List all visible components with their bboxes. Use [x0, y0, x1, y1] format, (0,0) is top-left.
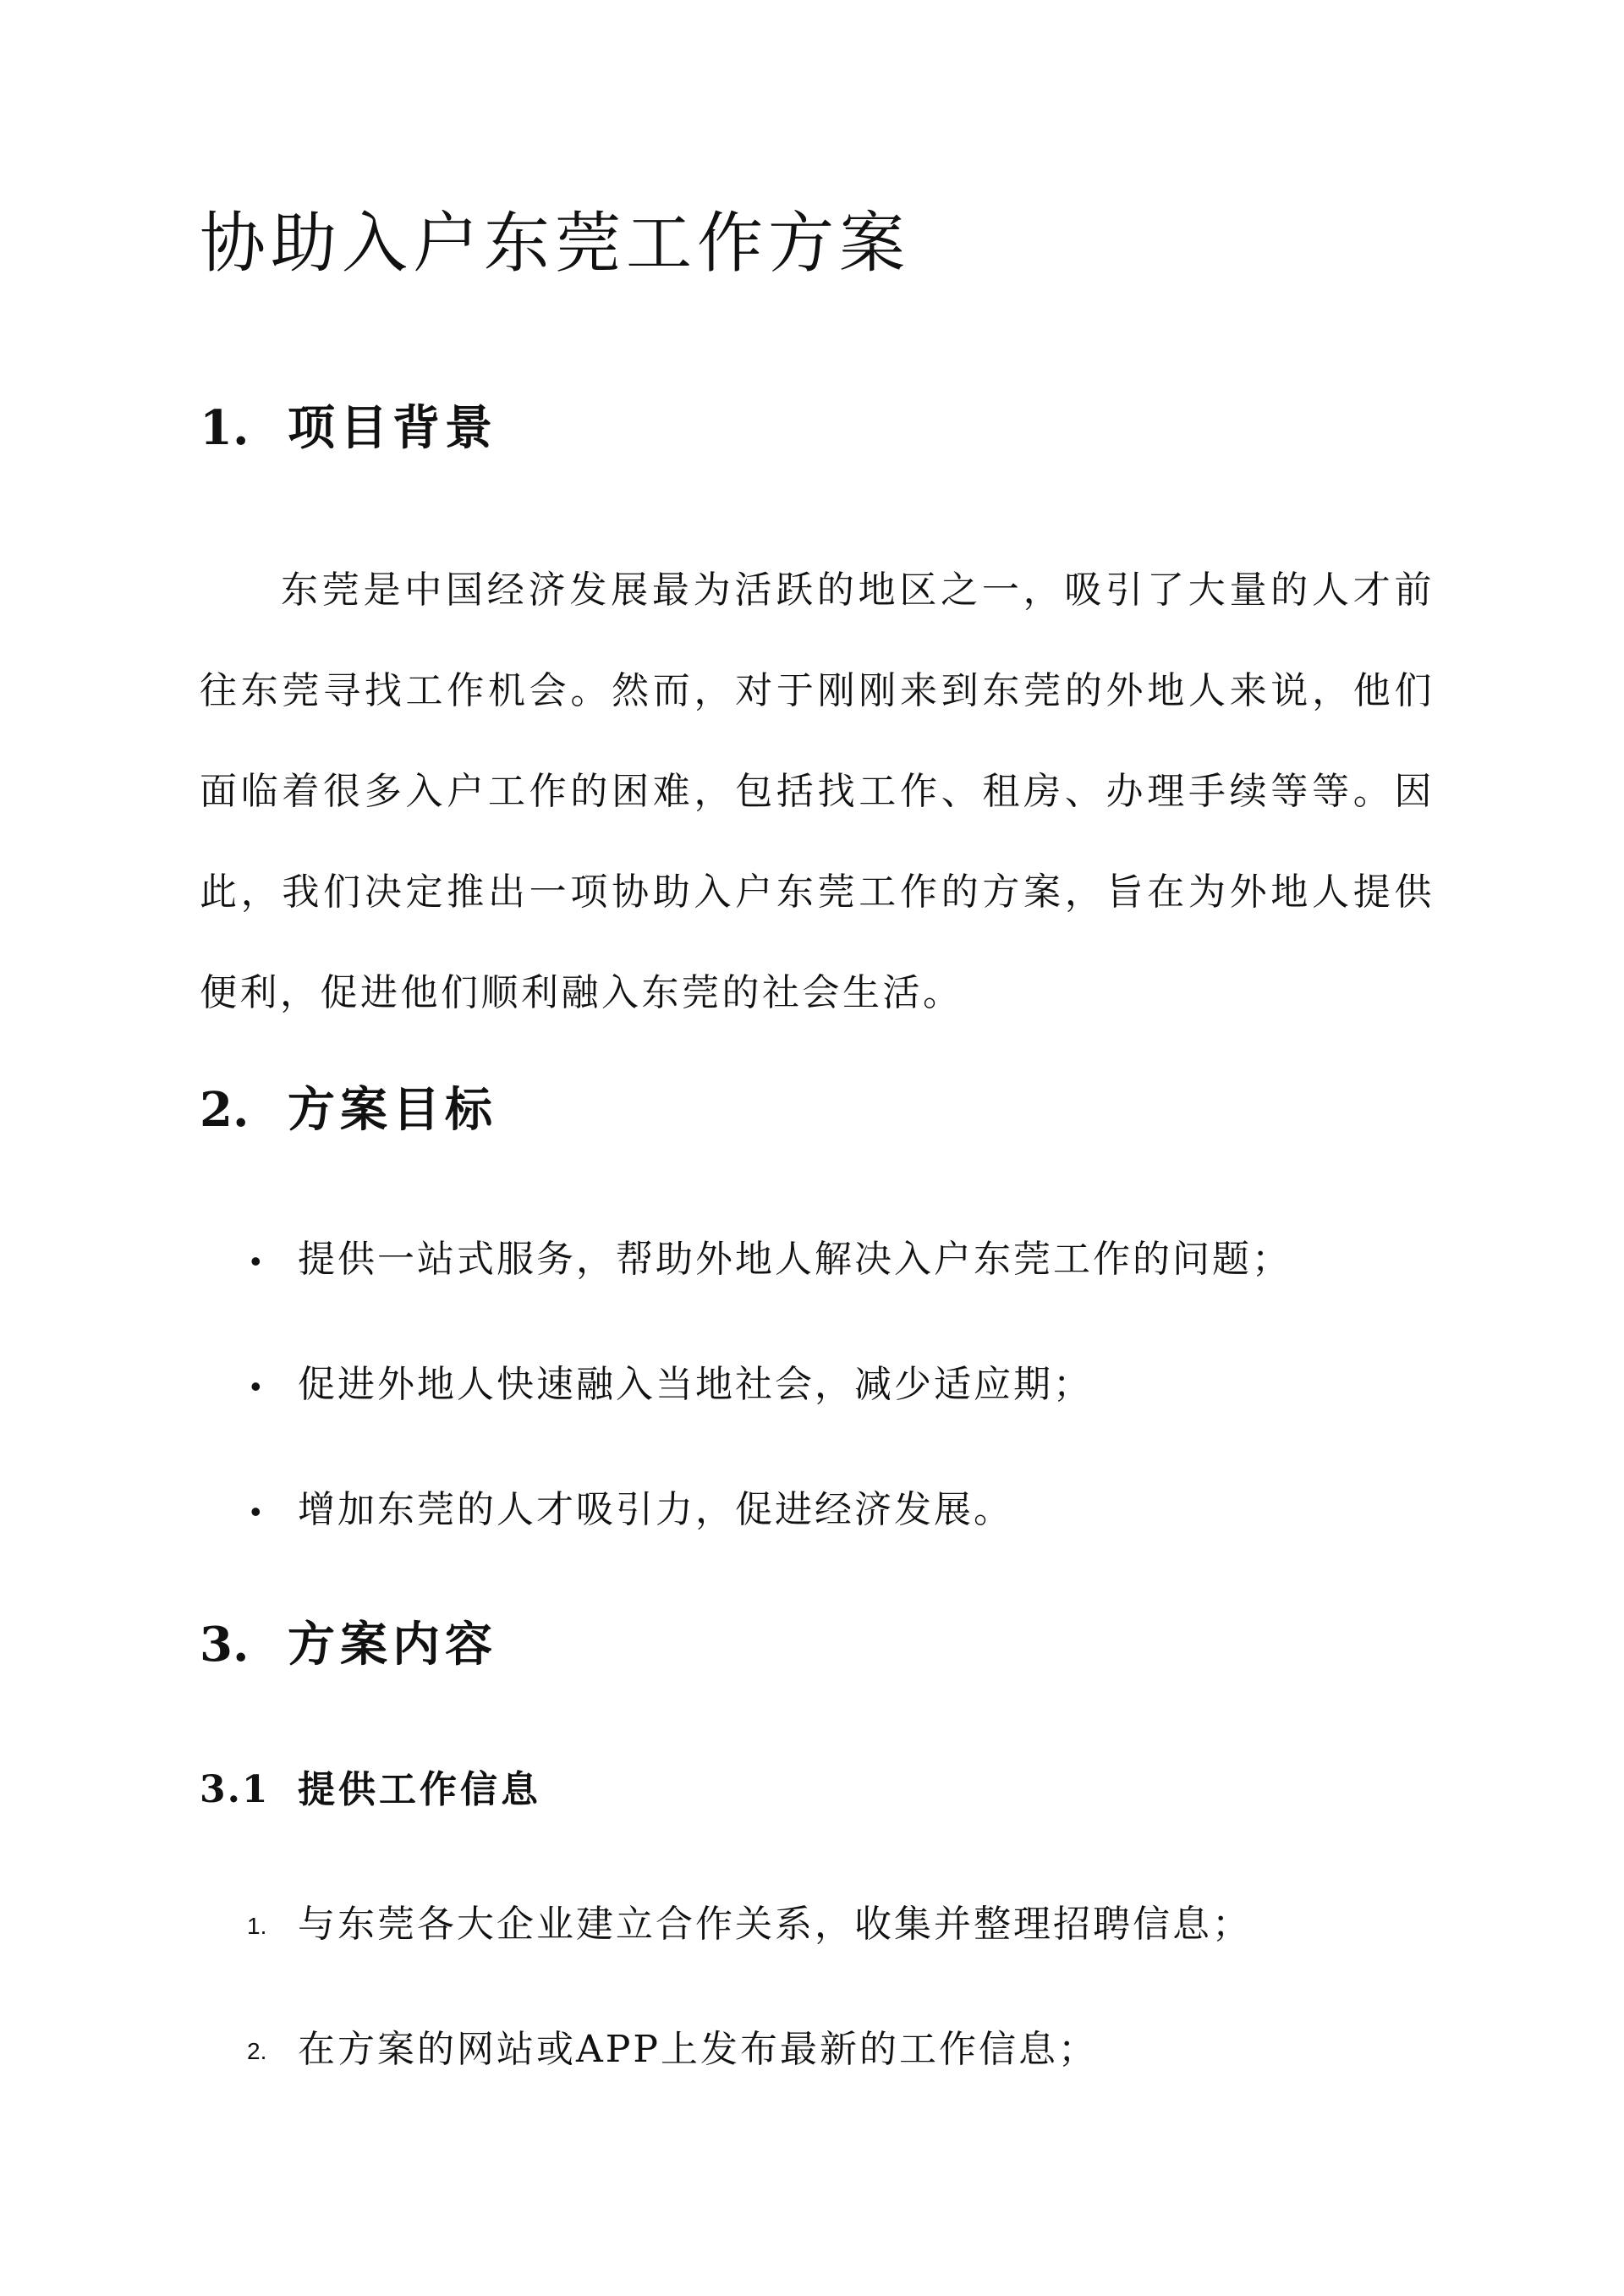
section-title: 项目背景 [288, 400, 497, 456]
subsection-number: 3.1 [200, 1768, 270, 1811]
section-heading-project-background [200, 394, 497, 462]
list-item-text: 增加东莞的人才吸引力，促进经济发展。 [298, 1488, 1013, 1531]
section-heading-goals [200, 1076, 497, 1144]
list-number: 2. [247, 2038, 267, 2064]
list-item-text: 与东莞各大企业建立合作关系，收集并整理招聘信息； [298, 1903, 1252, 1946]
section-number: 2. [200, 1082, 250, 1138]
list-number: 1. [247, 1913, 267, 1939]
section-title: 方案内容 [288, 1617, 497, 1673]
bullet-marker: • [250, 1494, 261, 1529]
list-item [200, 1355, 1435, 1414]
section-number: 3. [200, 1617, 250, 1673]
bullet-marker: • [250, 1369, 261, 1403]
list-item [200, 2020, 1435, 2079]
document-title: 协助入户东莞工作方案 [200, 206, 911, 282]
subsection-heading-job-info [200, 1765, 541, 1815]
list-item [200, 1230, 1435, 1289]
list-item [200, 1480, 1435, 1540]
list-item-text: 提供一站式服务，帮助外地人解决入户东莞工作的问题； [298, 1238, 1292, 1281]
section-heading-content [200, 1611, 497, 1678]
list-item [200, 1895, 1435, 1954]
background-paragraph: 东莞是中国经济发展最为活跃的地区之一，吸引了大量的人才前往东莞寻找工作机会。然而，对于刚刚来到东莞的外地人来说，他们面临着很多入户工作的困难，包括找工作、租房、办理手续等等。因此，我们决定推出一项协助入户东莞工作的方案，旨在为外地人提供便利，促进他们顺利融入东莞的社会生活。 [200, 569, 1435, 1014]
section-title: 方案目标 [288, 1082, 497, 1138]
section-number: 1. [200, 400, 250, 456]
list-item-text: 促进外地人快速融入当地社会，减少适应期； [298, 1363, 1093, 1406]
bullet-marker: • [250, 1244, 261, 1278]
list-item-text: 在方案的网站或APP上发布最新的工作信息； [298, 2028, 1098, 2071]
subsection-title: 提供工作信息 [298, 1768, 541, 1811]
